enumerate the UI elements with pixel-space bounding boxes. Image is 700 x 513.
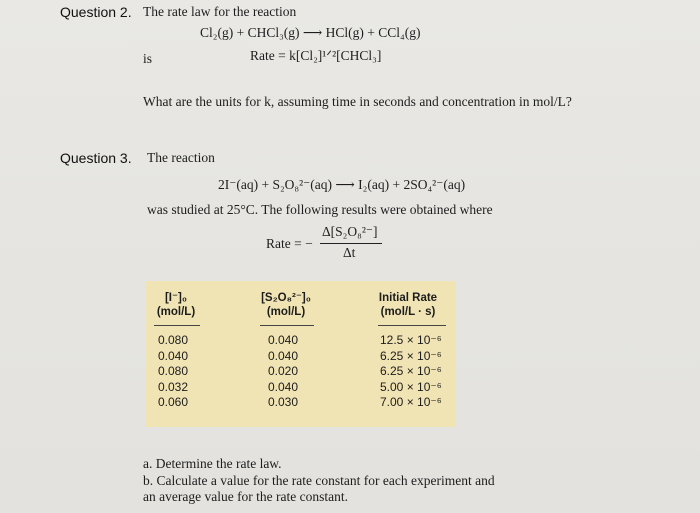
- header-persulfate: [S₂O₈²⁻]₀ (mol/L): [261, 292, 311, 318]
- fraction-bar: [320, 243, 382, 244]
- question-3-reaction: 2I⁻(aq) + S₂O₈²⁻(aq) ⟶ I₂(aq) + 2SO₄²⁻(aq): [218, 177, 466, 192]
- question-2-rate-law: Rate = k[Cl₂]¹ᐟ²[CHCl₃]: [250, 48, 382, 63]
- table-cell: 6.25 × 10⁻⁶: [380, 364, 442, 378]
- header-rule-2: [260, 325, 314, 326]
- table-cell: 0.040: [158, 348, 189, 363]
- table-cell: 5.00 × 10⁻⁶: [380, 379, 442, 394]
- table-cell: 0.060: [158, 395, 189, 409]
- table-cell: 0.080: [158, 333, 189, 347]
- header-initial-rate: Initial Rate (mol/L · s): [378, 292, 438, 318]
- part-b-line-1: b. Calculate a value for the rate constant for each experiment and: [143, 473, 495, 488]
- question-2-reaction: Cl₂(g) + CHCl₃(g) ⟶ HCl(g) + CCl₄(g): [200, 25, 421, 40]
- table-cell: 0.040: [268, 333, 299, 347]
- table-cell: 0.020: [268, 364, 299, 378]
- rate-prefix: Rate = −: [266, 236, 313, 251]
- rate-denominator: Δt: [343, 245, 356, 260]
- table-cell: 0.032: [158, 379, 189, 394]
- table-cell: 0.040: [268, 379, 299, 394]
- table-cell: 0.040: [268, 348, 299, 363]
- rate-numerator: Δ[S₂O₈²⁻]: [322, 224, 378, 239]
- question-3-study-text: was studied at 25°C. The following results were obtained where: [147, 202, 493, 217]
- column-initial-rate: [380, 333, 442, 411]
- header-iodide: [I⁻]₀ (mol/L): [156, 292, 196, 318]
- part-a: a. Determine the rate law.: [143, 456, 282, 471]
- question-3-intro: The reaction: [147, 150, 215, 165]
- table-cell: 0.080: [158, 364, 189, 378]
- table-cell: 0.030: [268, 395, 299, 409]
- question-2-is-text: is: [143, 51, 153, 66]
- part-b-line-2: an average value for the rate constant.: [143, 489, 349, 504]
- question-2-question: What are the units for k, assuming time in seconds and concentration in mol/L?: [143, 94, 572, 109]
- question-3-label: Question 3.: [60, 150, 132, 166]
- table-cell: 7.00 × 10⁻⁶: [380, 395, 442, 409]
- column-persulfate: [268, 333, 298, 411]
- question-2-label: Question 2.: [60, 4, 132, 20]
- column-iodide: [158, 333, 188, 411]
- question-2-intro: The rate law for the reaction: [143, 4, 297, 19]
- table-cell: 6.25 × 10⁻⁶: [380, 348, 442, 363]
- header-rule-1: [154, 325, 200, 326]
- table-cell: 12.5 × 10⁻⁶: [380, 333, 442, 347]
- data-table: [146, 281, 456, 427]
- header-rule-3: [378, 325, 446, 326]
